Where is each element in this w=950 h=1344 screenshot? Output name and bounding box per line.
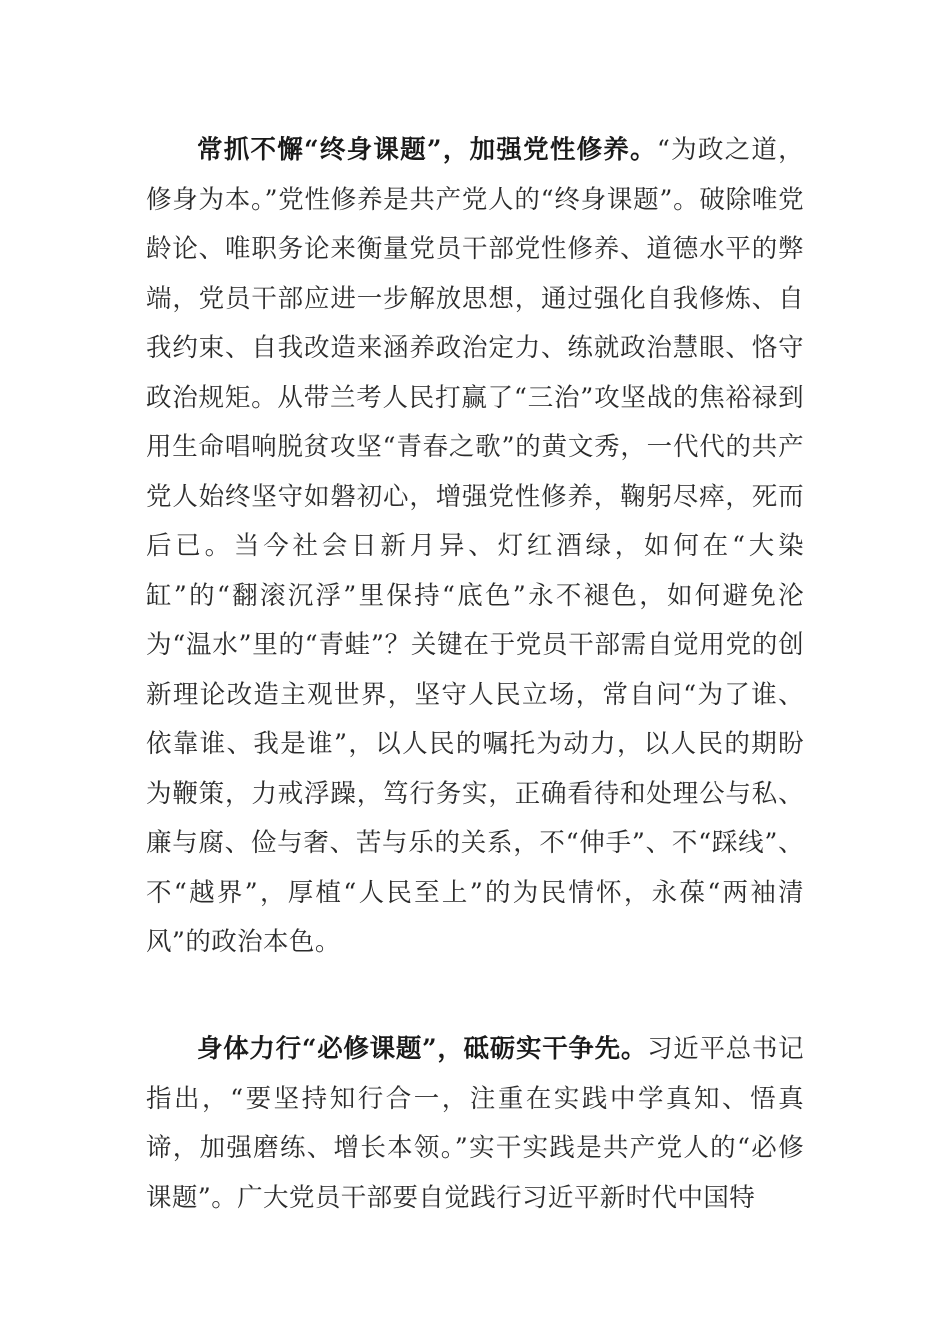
paragraph-lead-heading: 身体力行“必修课题”，砥砺实干争先。: [197, 1034, 648, 1064]
paragraph-lead-heading: 常抓不懈“终身课题”，加强党性修养。: [197, 135, 657, 165]
paragraph-body-text: “为政之道，修身为本。”党性修养是共产党人的“终身课题”。破除唯党龄论、唯职务论来衡量党员干部党性修养、道德水平的弊端，党员干部应进一步解放思想，通过强化自我修炼、自我约束、自我改造来涵养政治定力、练就政治慧眼、恪守政治规矩。从带兰考人民打赢了“三治”攻坚战的焦裕禄到用生命唱响脱贫攻坚“青春之歌”的黄文秀，一代代的共产党人始终坚守如磐初心，增强党性修养，鞠躬尽瘁，死而后已。当今社会日新月异、灯红酒绿，如何在“大染缸”的“翻滚沉浮”里保持“底色”永不褪色，如何避免沦为“温水”里的“青蛙”？关键在于党员干部需自觉用党的创新理论改造主观世界，坚守人民立场，常自问“为了谁、依靠谁、我是谁”，以人民的嘱托为动力，以人民的期盼为鞭策，力戒浮躁，笃行务实，正确看待和处理公与私、廉与腐、俭与奢、苦与乐的关系，不“伸手”、不“踩线”、不“越界”，厚植“人民至上”的为民情怀，永葆“两袖清风”的政治本色。: [146, 135, 804, 957]
paragraph-body-text: 习近平总书记指出，“要坚持知行合一，注重在实践中学真知、悟真谛，加强磨练、增长本领。”实干实践是共产党人的“必修课题”。广大党员干部要自觉践行习近平新时代中国特: [146, 1034, 804, 1213]
paragraph-party-cultivation: [146, 126, 804, 968]
paragraph-practice-action: [146, 1025, 804, 1223]
